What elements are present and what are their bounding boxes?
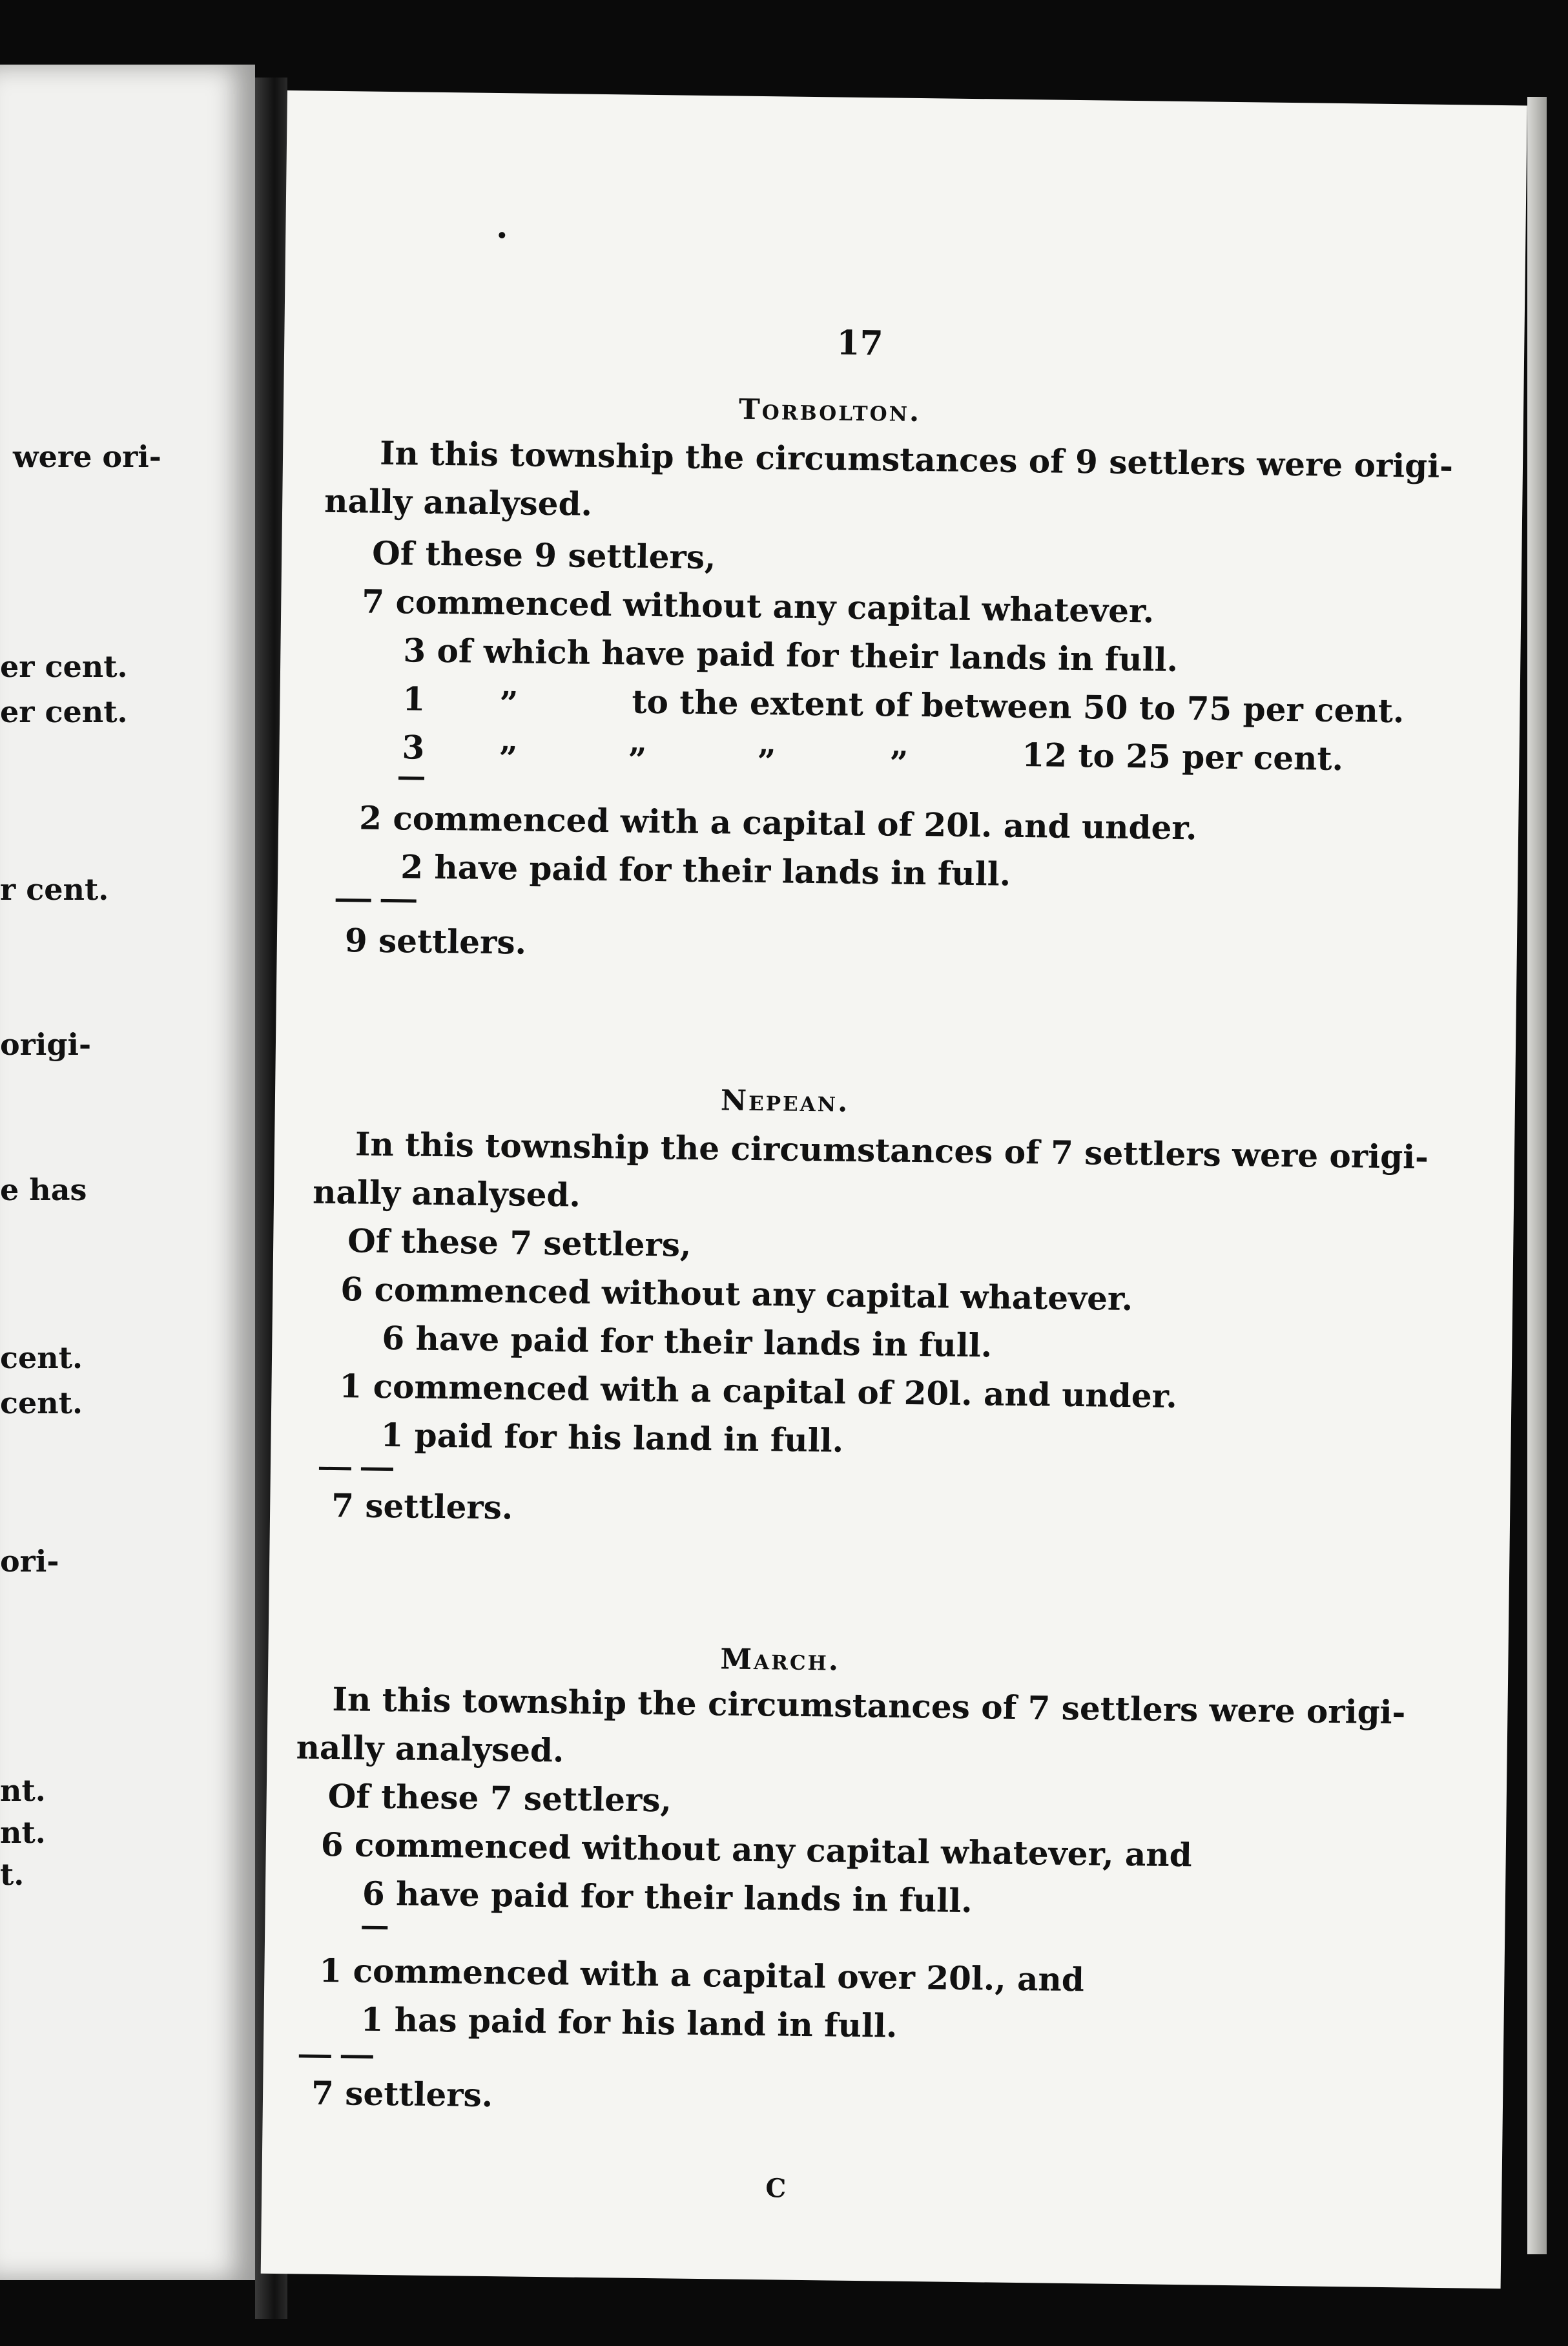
left-page-line: cent.: [0, 1386, 83, 1420]
section-total: 7 settlers.: [311, 2073, 493, 2115]
section-line: 6 have paid for their lands in full.: [382, 1318, 993, 1365]
section-intro: nally analysed.: [312, 1172, 581, 1214]
left-page-line: er cent.: [0, 649, 128, 684]
section-heading-nepean: Nepean.: [720, 1084, 850, 1119]
ditto-mark: ”: [499, 684, 519, 723]
left-page-line: origi-: [0, 1027, 92, 1062]
section-line: 1 paid for his land in full.: [380, 1415, 844, 1460]
left-page-line: r cent.: [0, 872, 109, 907]
table-row-text: 12 to 25 per cent.: [1022, 735, 1344, 778]
section-heading-march: March.: [720, 1643, 841, 1677]
section-intro: In this township the circumstances of 7 settlers were origi-: [332, 1680, 1406, 1732]
section-of-these: Of these 7 settlers,: [347, 1221, 692, 1264]
table-row-number: 3: [402, 728, 425, 767]
ditto-mark: ”: [628, 740, 647, 779]
left-page-line: t.: [0, 1857, 25, 1892]
sum-rule: [341, 2055, 373, 2059]
section-intro: nally analysed.: [324, 481, 593, 523]
section-total: 7 settlers.: [331, 1486, 513, 1527]
left-page-line: er cent.: [0, 694, 128, 729]
sum-rule: [361, 1468, 393, 1471]
section-of-these: Of these 9 settlers,: [371, 534, 716, 577]
section-of-these: Of these 7 settlers,: [327, 1776, 672, 1820]
right-page: [261, 90, 1527, 2289]
section-line: 6 commenced without any capital whatever, and: [320, 1825, 1193, 1874]
ditto-mark: ”: [757, 742, 776, 781]
section-line: 2 commenced with a capital of 20l. and under.: [358, 798, 1197, 847]
section-intro: In this township the circumstances of 7 settlers were origi-: [355, 1125, 1429, 1176]
left-page-line: were ori-: [13, 439, 161, 474]
sum-rule: [381, 899, 417, 903]
page-edge: [1527, 97, 1547, 2254]
ditto-mark: ”: [889, 743, 909, 782]
page-number: 17: [836, 323, 884, 364]
table-row-text: to the extent of between 50 to 75 per cent.: [632, 682, 1405, 731]
left-page: [0, 65, 255, 2280]
table-row-number: 1: [402, 680, 426, 718]
section-line: 6 commenced without any capital whatever.: [340, 1270, 1133, 1318]
section-line: 1 commenced with a capital over 20l., and: [319, 1951, 1085, 1999]
left-page-line: cent.: [0, 1340, 83, 1375]
left-page-line: nt.: [0, 1773, 46, 1808]
section-line: 2 have paid for their lands in full.: [400, 847, 1011, 893]
section-intro: nally analysed.: [296, 1728, 564, 1770]
section-line: 1 has paid for his land in full.: [360, 2000, 898, 2045]
ditto-mark: ”: [499, 739, 518, 778]
left-page-line: nt.: [0, 1815, 46, 1850]
section-intro: In this township the circumstances of 9 settlers were origi-: [379, 433, 1454, 486]
section-heading-torbolton: Torbolton.: [738, 393, 922, 429]
section-total: 9 settlers.: [344, 921, 527, 962]
sum-rule: [336, 898, 371, 902]
section-line: 7 commenced without any capital whatever.: [361, 582, 1155, 630]
section-line: 3 of which have paid for their lands in full.: [403, 631, 1179, 679]
signature-mark: C: [765, 2173, 787, 2204]
left-page-line: e has: [0, 1172, 87, 1207]
section-line: 6 have paid for their lands in full.: [362, 1874, 973, 1920]
sum-rule: [319, 1467, 351, 1471]
sum-rule: [398, 776, 424, 780]
section-line: 1 commenced with a capital of 20l. and under.: [339, 1367, 1178, 1415]
left-page-line: ori-: [0, 1544, 59, 1579]
sum-rule: [362, 1926, 387, 1929]
ink-speck: [499, 232, 505, 238]
sum-rule: [299, 2054, 331, 2058]
